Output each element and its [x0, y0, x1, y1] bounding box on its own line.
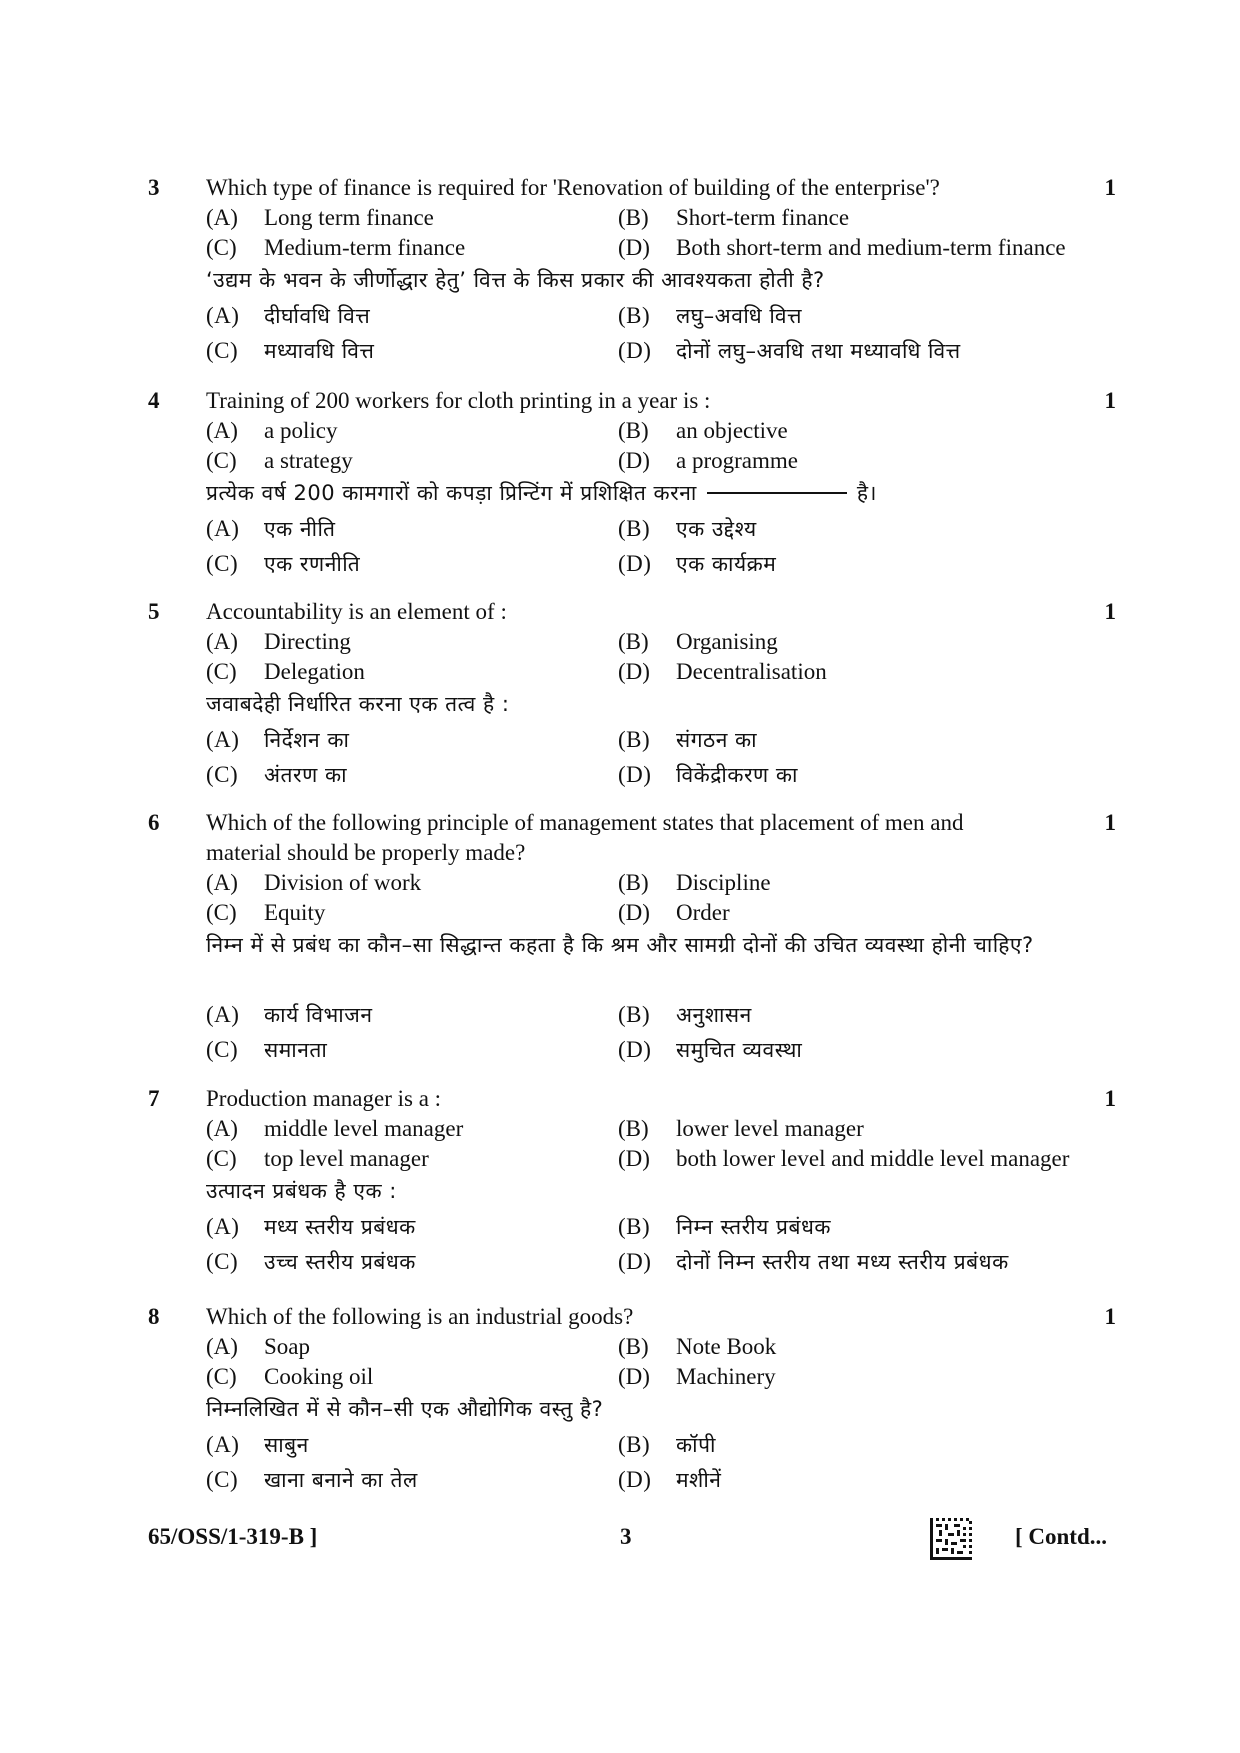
option-b-en: (B) an objective — [618, 418, 788, 443]
option-b-hi: (B) लघु–अवधि वित्त — [618, 303, 803, 328]
option-b-hi: (B) कॉपी — [618, 1432, 716, 1457]
question-marks: 1 — [1104, 599, 1116, 624]
option-d-hi: (D) समुचित व्यवस्था — [618, 1037, 803, 1062]
question-number: 4 — [148, 388, 160, 413]
option-a-en: (A) a policy — [206, 418, 338, 443]
option-d-en: (D) Machinery — [618, 1364, 776, 1389]
option-b-en: (B) Discipline — [618, 870, 771, 895]
continued-label: [ Contd... — [1015, 1524, 1108, 1549]
question-text-en: Training of 200 workers for cloth printing in a year is : — [206, 388, 711, 413]
option-d-en: (D) Decentralisation — [618, 659, 827, 684]
qr-code-icon — [930, 1518, 972, 1560]
option-a-en: (A) Long term finance — [206, 205, 434, 230]
option-d-hi: (D) दोनों लघु–अवधि तथा मध्यावधि वित्त — [618, 338, 961, 363]
option-a-hi: (A) मध्य स्तरीय प्रबंधक — [206, 1214, 416, 1239]
option-c-en: (C) a strategy — [206, 448, 353, 473]
option-c-en: (C) Cooking oil — [206, 1364, 374, 1389]
question-text-hi: उत्पादन प्रबंधक है एक : — [206, 1179, 397, 1203]
option-b-hi: (B) संगठन का — [618, 727, 758, 752]
page-number: 3 — [620, 1524, 632, 1549]
question-text-hi: ‘उद्यम के भवन के जीर्णोद्धार हेतु’ वित्त के किस प्रकार की आवश्यकता होती है? — [206, 268, 825, 292]
question-text-en: Production manager is a : — [206, 1086, 442, 1111]
option-b-en: (B) lower level manager — [618, 1116, 864, 1141]
option-c-hi: (C) उच्च स्तरीय प्रबंधक — [206, 1249, 416, 1274]
question-number: 3 — [148, 175, 160, 200]
option-d-en: (D) both lower level and middle level manager — [618, 1146, 1070, 1171]
option-a-en: (A) Division of work — [206, 870, 422, 895]
option-d-en: (D) a programme — [618, 448, 798, 473]
option-c-hi: (C) मध्यावधि वित्त — [206, 338, 375, 363]
question-number: 5 — [148, 599, 160, 624]
question-text-en: Which of the following is an industrial goods? — [206, 1304, 634, 1329]
option-d-hi: (D) विकेंद्रीकरण का — [618, 762, 798, 787]
option-b-hi: (B) अनुशासन — [618, 1002, 752, 1027]
option-a-hi: (A) निर्देशन का — [206, 727, 350, 752]
question-marks: 1 — [1104, 175, 1116, 200]
option-b-en: (B) Short-term finance — [618, 205, 850, 230]
option-c-hi: (C) अंतरण का — [206, 762, 348, 787]
question-text-en: Accountability is an element of : — [206, 599, 507, 624]
question-text-en: Which type of finance is required for 'Renovation of building of the enterprise'? — [206, 175, 940, 200]
option-b-hi: (B) एक उद्देश्य — [618, 516, 757, 541]
answer-blank — [707, 492, 847, 494]
option-d-hi: (D) एक कार्यक्रम — [618, 551, 777, 576]
question-number: 8 — [148, 1304, 160, 1329]
option-b-en: (B) Organising — [618, 629, 778, 654]
option-c-hi: (C) समानता — [206, 1037, 328, 1062]
option-c-en: (C) Delegation — [206, 659, 365, 684]
option-c-en: (C) Medium-term finance — [206, 235, 466, 260]
option-a-hi: (A) दीर्घावधि वित्त — [206, 303, 371, 328]
option-d-hi: (D) दोनों निम्न स्तरीय तथा मध्य स्तरीय प्रबंधक — [618, 1249, 1009, 1274]
option-a-en: (A) middle level manager — [206, 1116, 464, 1141]
option-a-en: (A) Directing — [206, 629, 351, 654]
question-text-hi: निम्नलिखित में से कौन–सी एक औद्योगिक वस्तु है? — [206, 1397, 604, 1421]
option-d-en: (D) Order — [618, 900, 730, 925]
option-d-hi: (D) मशीनें — [618, 1467, 722, 1492]
question-marks: 1 — [1104, 388, 1116, 413]
question-text-hi: प्रत्येक वर्ष 200 कामगारों को कपड़ा प्रिन्टिंग में प्रशिक्षित करना है। — [206, 481, 877, 505]
option-a-hi: (A) कार्य विभाजन — [206, 1002, 373, 1027]
question-marks: 1 — [1104, 810, 1116, 835]
option-b-hi: (B) निम्न स्तरीय प्रबंधक — [618, 1214, 832, 1239]
question-text-en: Which of the following principle of management states that placement of men and material should be properly made? — [206, 810, 964, 865]
option-c-hi: (C) खाना बनाने का तेल — [206, 1467, 418, 1492]
question-marks: 1 — [1104, 1086, 1116, 1111]
option-b-en: (B) Note Book — [618, 1334, 777, 1359]
question-marks: 1 — [1104, 1304, 1116, 1329]
question-number: 7 — [148, 1086, 160, 1111]
option-c-en: (C) Equity — [206, 900, 326, 925]
option-a-hi: (A) साबुन — [206, 1432, 309, 1457]
option-a-hi: (A) एक नीति — [206, 516, 336, 541]
option-a-en: (A) Soap — [206, 1334, 310, 1359]
option-d-en: (D) Both short-term and medium-term finance — [618, 235, 1066, 260]
question-number: 6 — [148, 810, 160, 835]
question-text-hi: निम्न में से प्रबंध का कौन–सा सिद्धान्त कहता है कि श्रम और सामग्री दोनों की उचित व्यवस्था होनी चाहिए? — [206, 933, 1034, 957]
option-c-en: (C) top level manager — [206, 1146, 429, 1171]
question-text-hi: जवाबदेही निर्धारित करना एक तत्व है : — [206, 692, 510, 716]
option-c-hi: (C) एक रणनीति — [206, 551, 361, 576]
paper-code: 65/OSS/1-319-B ] — [148, 1524, 318, 1549]
